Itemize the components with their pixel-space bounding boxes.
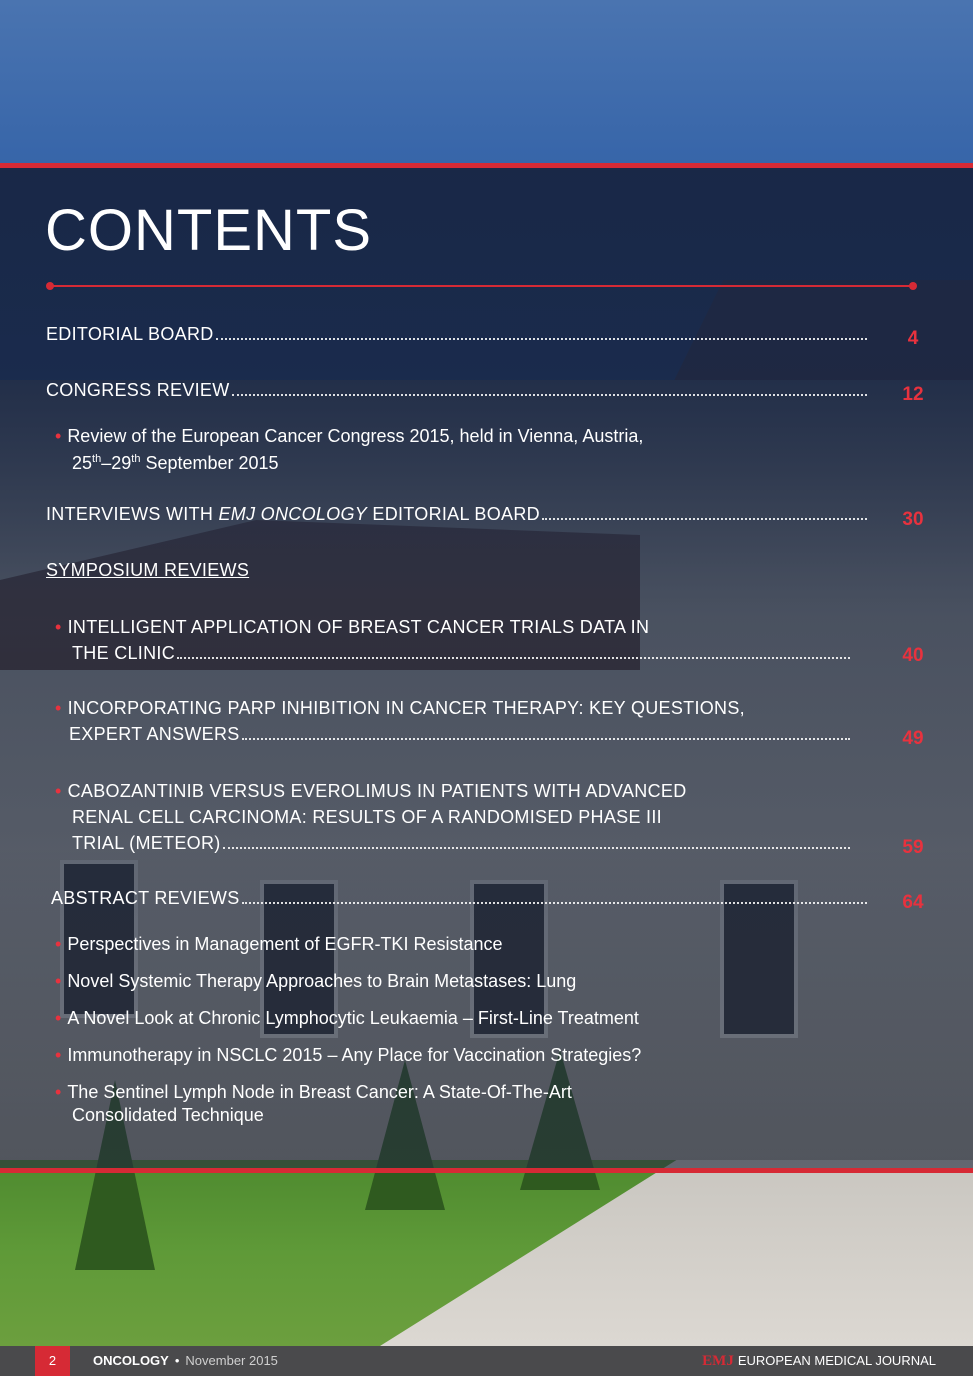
toc-entry-symposium-2[interactable] [55, 695, 852, 747]
footer-brand [702, 1346, 936, 1376]
toc-entry-abstract-reviews[interactable] [51, 888, 869, 909]
page-number: 30 [902, 509, 924, 530]
congress-review-subentry [55, 425, 643, 475]
page-number: 4 [907, 328, 919, 349]
abstract-item [55, 933, 503, 956]
toc-entry-congress-review[interactable] [46, 380, 869, 401]
entry-line: THE CLINIC [72, 643, 176, 663]
footer-separator: • [174, 1353, 180, 1368]
section-heading-symposium-reviews: SYMPOSIUM REVIEWS [46, 560, 250, 580]
leader-dots [242, 738, 850, 740]
page-number: 12 [902, 384, 924, 405]
bullet-icon: • [55, 971, 62, 991]
abstract-title: A Novel Look at Chronic Lymphocytic Leukaemia – First-Line Treatment [67, 1008, 639, 1028]
page-number: 49 [902, 728, 924, 749]
label-journal-name: EMJ ONCOLOGY [218, 504, 368, 524]
toc-entry-label [46, 504, 540, 525]
abstract-title: Perspectives in Management of EGFR-TKI Resistance [67, 934, 503, 954]
footer-page-number: 2 [35, 1346, 70, 1376]
abstract-item [55, 1044, 641, 1067]
toc-entry-symposium-1[interactable] [55, 614, 852, 666]
leader-dots [242, 902, 868, 904]
page-number: 59 [902, 837, 924, 858]
abstract-title: Immunotherapy in NSCLC 2015 – Any Place for Vaccination Strategies? [67, 1045, 642, 1065]
page-footer [0, 1346, 973, 1376]
subentry-line: Review of the European Cancer Congress 2015, held in Vienna, Austria, [67, 426, 644, 446]
leader-dots [232, 394, 867, 396]
abstract-title: Consolidated Technique [72, 1105, 264, 1125]
abstract-title: The Sentinel Lymph Node in Breast Cancer: A State-Of-The-Art [67, 1082, 572, 1102]
label-suffix: EDITORIAL BOARD [367, 504, 540, 524]
issue-date: November 2015 [185, 1353, 278, 1368]
emj-logo: EMJ [702, 1353, 734, 1369]
leader-dots [542, 518, 867, 520]
bullet-icon: • [55, 1082, 62, 1102]
leader-dots [177, 657, 850, 659]
entry-line: INTELLIGENT APPLICATION OF BREAST CANCER TRIALS DATA IN [67, 617, 650, 637]
bullet-icon: • [55, 1045, 62, 1065]
toc-entry-label: ABSTRACT REVIEWS [51, 888, 240, 908]
footer-journal-section [93, 1346, 278, 1376]
subentry-text: September 2015 [140, 453, 279, 473]
page-title: CONTENTS [45, 198, 372, 263]
subentry-text: –29 [101, 453, 132, 473]
entry-line: INCORPORATING PARP INHIBITION IN CANCER THERAPY: KEY QUESTIONS, [67, 698, 745, 718]
abstract-title: Novel Systemic Therapy Approaches to Brain Metastases: Lung [67, 971, 577, 991]
toc-entry-label: EDITORIAL BOARD [46, 324, 214, 344]
journal-section-name: ONCOLOGY [93, 1353, 169, 1368]
subentry-text: 25 [72, 453, 93, 473]
abstract-item [55, 1081, 572, 1127]
leader-dots [216, 338, 867, 340]
abstract-item [55, 970, 576, 993]
superscript: th [92, 453, 102, 465]
toc-entry-editorial-board[interactable] [46, 324, 869, 345]
leader-dots [223, 847, 850, 849]
bullet-icon: • [55, 1008, 62, 1028]
page-number: 40 [902, 645, 924, 666]
toc-entry-symposium-3[interactable] [55, 778, 852, 856]
bullet-icon: • [55, 698, 62, 718]
bullet-icon: • [55, 934, 62, 954]
toc-entry-label: CONGRESS REVIEW [46, 380, 230, 400]
bullet-icon: • [55, 426, 62, 446]
brand-name: EUROPEAN MEDICAL JOURNAL [737, 1353, 936, 1368]
entry-line: CABOZANTINIB VERSUS EVEROLIMUS IN PATIENTS WITH ADVANCED [67, 781, 687, 801]
entry-line: RENAL CELL CARCINOMA: RESULTS OF A RANDOMISED PHASE III [72, 807, 662, 827]
bullet-icon: • [55, 781, 62, 801]
entry-line: EXPERT ANSWERS [69, 724, 240, 744]
page-number: 64 [902, 892, 924, 913]
label-prefix: INTERVIEWS WITH [46, 504, 219, 524]
toc-entry-interviews[interactable] [46, 504, 869, 525]
entry-line: TRIAL (METEOR) [72, 833, 221, 853]
bullet-icon: • [55, 617, 62, 637]
title-divider [48, 285, 915, 287]
superscript: th [131, 453, 141, 465]
abstract-item [55, 1007, 639, 1030]
